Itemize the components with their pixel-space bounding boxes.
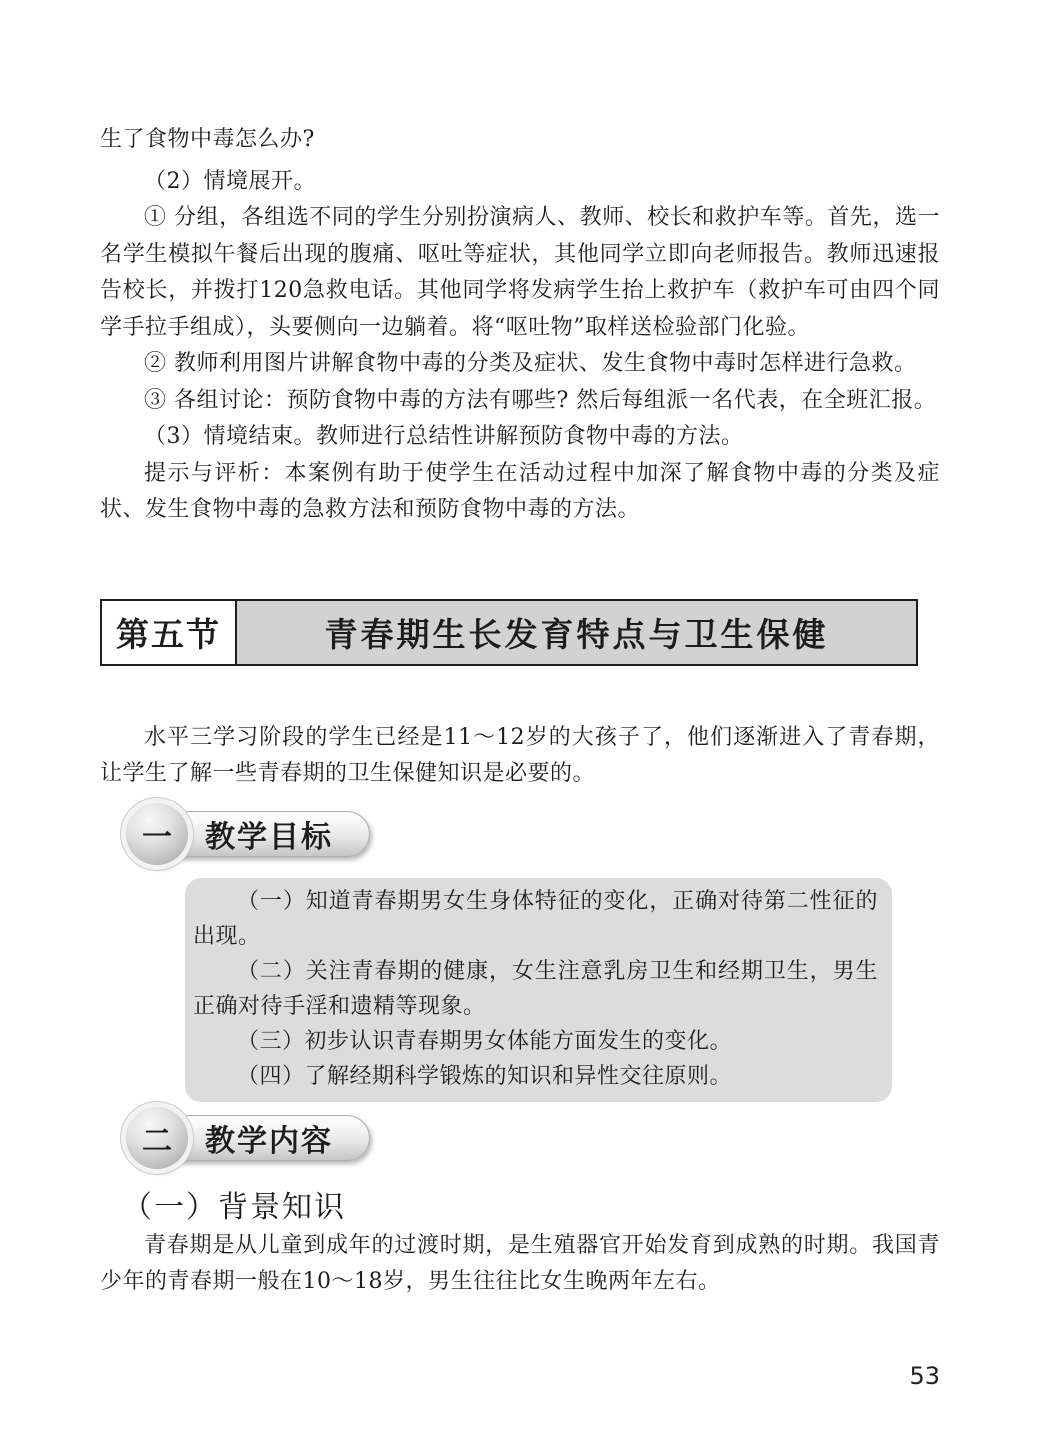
procedure-step-2: ② 教师利用图片讲解食物中毒的分类及症状、发生食物中毒时怎样进行急救。 bbox=[144, 351, 917, 376]
objective-item: （一）知道青春期男女生身体特征的变化，正确对待第二性征的出现。 bbox=[193, 888, 878, 949]
content-badge-number: 二 bbox=[142, 1123, 172, 1159]
background-knowledge-heading: （一）背景知识 bbox=[122, 1189, 346, 1225]
objective-item: （四）了解经期科学锻炼的知识和异性交往原则。 bbox=[237, 1063, 733, 1089]
objective-item: （二）关注青春期的健康，女生注意乳房卫生和经期卫生，男生正确对待手淫和遗精等现象。 bbox=[193, 958, 878, 1019]
tips-paragraph: 提示与评析：本案例有助于使学生在活动过程中加深了解食物中毒的分类及症状、发生食物中毒的急救方法和预防食物中毒的方法。 bbox=[100, 460, 940, 522]
objectives-badge-number: 一 bbox=[142, 819, 172, 855]
procedure-step-1: ① 分组，各组选不同的学生分别扮演病人、教师、校长和救护车等。首先，选一名学生模拟午餐后出现的腹痛、呕吐等症状，其他同学立即向老师报告。教师迅速报告校长，并拨打120急救电话。其他同学将发病学生抬上救护车（救护车可由四个同学手拉手组成），头要侧向一边躺着。将“呕吐物”取样送检验部门化验。 bbox=[100, 205, 940, 340]
page-number: 53 bbox=[909, 1362, 940, 1390]
situation-end-paragraph: （3）情境结束。教师进行总结性讲解预防食物中毒的方法。 bbox=[144, 424, 744, 449]
section-title-box: 青春期生长发育特点与卫生保健 bbox=[235, 599, 918, 666]
section-header-bar bbox=[100, 599, 918, 666]
lead-paragraph: 水平三学习阶段的学生已经是11～12岁的大孩子了，他们逐渐进入了青春期，让学生了解一些青春期的卫生保健知识是必要的。 bbox=[100, 724, 940, 786]
continuation-paragraph: 生了食物中毒怎么办? bbox=[100, 127, 315, 152]
objective-item: （三）初步认识青春期男女体能方面发生的变化。 bbox=[237, 1028, 733, 1054]
content-badge-label: 教学内容 bbox=[205, 1123, 333, 1159]
objectives-panel bbox=[185, 878, 892, 1102]
objectives-badge bbox=[126, 802, 546, 872]
situation-open-paragraph: （2）情境展开。 bbox=[144, 168, 316, 194]
background-paragraph: 青春期是从儿童到成年的过渡时期，是生殖器官开始发育到成熟的时期。我国青少年的青春期一般在10～18岁，男生往往比女生晚两年左右。 bbox=[100, 1232, 940, 1294]
objectives-badge-sphere-icon bbox=[126, 803, 188, 865]
procedure-step-3: ③ 各组讨论：预防食物中毒的方法有哪些? 然后每组派一名代表，在全班汇报。 bbox=[144, 387, 937, 413]
content-badge-sphere-icon bbox=[126, 1107, 188, 1169]
objectives-badge-label: 教学目标 bbox=[205, 819, 333, 855]
content-badge bbox=[126, 1106, 546, 1176]
section-number-box: 第五节 bbox=[100, 599, 237, 666]
